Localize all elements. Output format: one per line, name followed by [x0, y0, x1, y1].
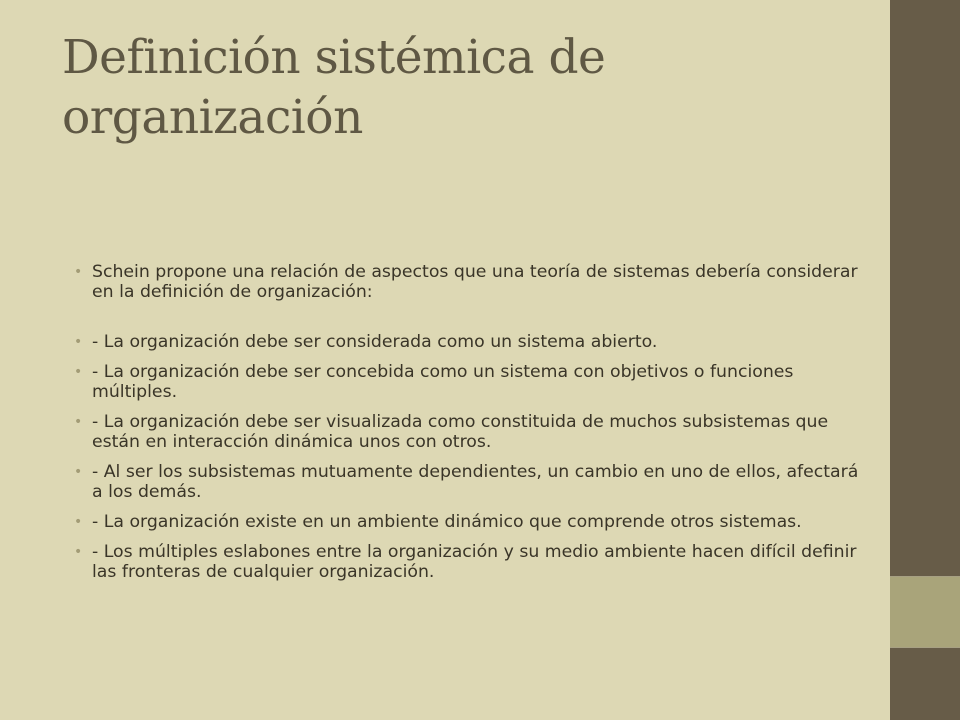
bullet-text: - Los múltiples eslabones entre la organización y su medio ambiente hacen difícil definir las fronteras de cualquier organización. — [92, 542, 857, 582]
bullet-marker-icon: • — [74, 334, 83, 350]
bullet-item — [74, 542, 864, 582]
bullet-text: - La organización debe ser considerada como un sistema abierto. — [92, 332, 658, 352]
bullet-item — [74, 362, 864, 402]
bullet-marker-icon: • — [74, 544, 83, 560]
bullet-list — [74, 262, 864, 592]
bullet-text: - La organización existe en un ambiente dinámico que comprende otros sistemas. — [92, 512, 802, 532]
bullet-item — [74, 262, 864, 302]
bullet-marker-icon: • — [74, 264, 83, 280]
bullet-text: - La organización debe ser visualizada como constituida de muchos subsistemas que están en interacción dinámica unos con otros. — [92, 412, 829, 452]
bullet-marker-icon: • — [74, 364, 83, 380]
bullet-item — [74, 512, 864, 532]
bullet-marker-icon: • — [74, 414, 83, 430]
bullet-text: - La organización debe ser concebida como un sistema con objetivos o funciones múltiples. — [92, 362, 794, 402]
bullet-item — [74, 332, 864, 352]
bullet-item — [74, 462, 864, 502]
sidebar-accent-block — [890, 577, 960, 647]
slide-title: Definición sistémica de organización — [62, 30, 606, 145]
sidebar-divider — [890, 647, 960, 648]
bullet-text: Schein propone una relación de aspectos que una teoría de sistemas debería considerar en la definición de organización: — [92, 262, 858, 302]
bullet-marker-icon: • — [74, 464, 83, 480]
bullet-item — [74, 412, 864, 452]
bullet-text: - Al ser los subsistemas mutuamente dependientes, un cambio en uno de ellos, afectará a los demás. — [92, 462, 859, 502]
bullet-marker-icon: • — [74, 514, 83, 530]
